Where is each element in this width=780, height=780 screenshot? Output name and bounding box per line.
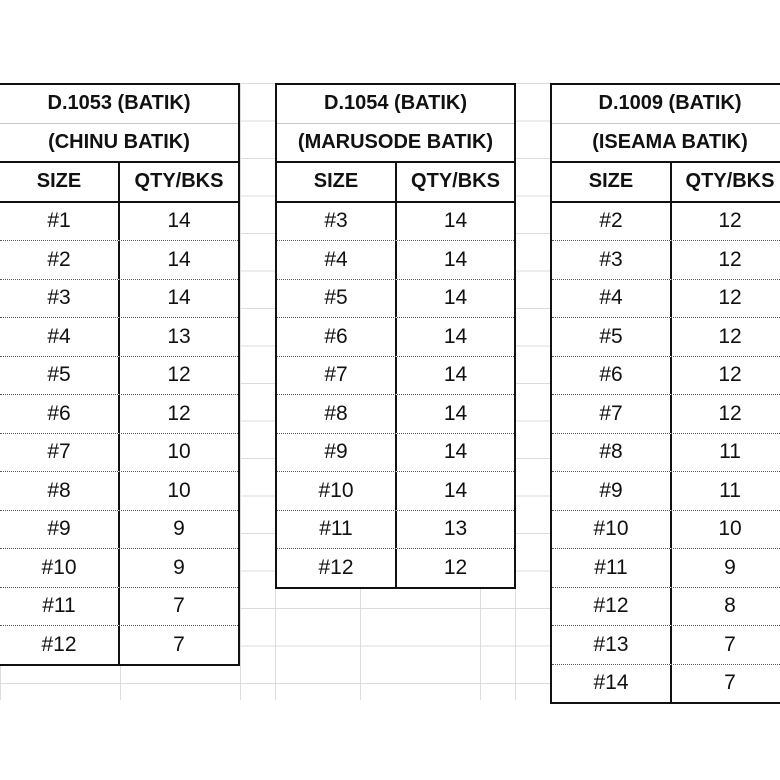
qty-cell: 7 (724, 671, 736, 695)
qty-cell: 13 (167, 324, 191, 348)
table-subtitle: (CHINU BATIK) (0, 124, 238, 164)
qty-cell: 14 (443, 401, 468, 425)
table-row (552, 588, 780, 627)
size-cell: #4 (0, 318, 120, 356)
qty-cell: 12 (718, 247, 742, 271)
table-row (552, 280, 780, 319)
column-header-qty: QTY/BKS (134, 170, 224, 193)
table-row (277, 203, 514, 242)
size-cell: #4 (552, 280, 672, 318)
table-row (0, 472, 238, 511)
size-cell: #2 (0, 241, 120, 279)
table-row (277, 472, 514, 511)
qty-cell: 14 (167, 209, 191, 233)
size-cell: #9 (0, 511, 120, 549)
grid-line (240, 83, 241, 700)
size-cell: #12 (552, 588, 672, 626)
table-row (277, 357, 514, 396)
table-header-row (277, 163, 514, 203)
size-cell: #6 (0, 395, 120, 433)
qty-cell: 12 (718, 363, 742, 387)
qty-cell: 14 (443, 363, 468, 387)
size-cell: #8 (552, 434, 672, 472)
size-cell: #9 (552, 472, 672, 510)
table-row (277, 434, 514, 473)
qty-cell: 12 (718, 324, 742, 348)
size-cell: #11 (552, 549, 672, 587)
table-title: D.1054 (BATIK) (277, 85, 514, 124)
qty-cell: 7 (173, 632, 185, 656)
table-row (0, 318, 238, 357)
table-row (552, 434, 780, 473)
table-row (277, 549, 514, 587)
size-cell: #7 (552, 395, 672, 433)
size-qty-table (0, 83, 240, 666)
qty-cell: 12 (167, 363, 191, 387)
table-row (0, 549, 238, 588)
size-cell: #8 (0, 472, 120, 510)
table-row (0, 434, 238, 473)
qty-cell: 8 (724, 594, 736, 618)
size-cell: #10 (552, 511, 672, 549)
table-row (277, 395, 514, 434)
size-cell: #13 (552, 626, 672, 664)
table-body (552, 203, 780, 703)
table-row (277, 280, 514, 319)
qty-cell: 11 (719, 440, 741, 464)
table-title: D.1009 (BATIK) (552, 85, 780, 124)
table-header-row (0, 163, 238, 203)
size-cell: #11 (0, 588, 120, 626)
table-row (552, 511, 780, 550)
table-row (0, 511, 238, 550)
qty-cell: 12 (718, 286, 742, 310)
qty-cell: 14 (167, 247, 191, 271)
table-row (0, 395, 238, 434)
size-cell: #6 (277, 318, 397, 356)
qty-cell: 14 (443, 286, 468, 310)
table-row (0, 203, 238, 242)
table-row (277, 511, 514, 550)
table-row (0, 241, 238, 280)
size-qty-table (275, 83, 516, 589)
size-cell: #11 (277, 511, 397, 549)
table-row (552, 203, 780, 242)
table-subtitle: (MARUSODE BATIK) (277, 124, 514, 164)
table-row (277, 318, 514, 357)
column-header-size: SIZE (0, 163, 120, 201)
size-qty-table (550, 83, 780, 704)
qty-cell: 12 (167, 401, 191, 425)
size-cell: #7 (277, 357, 397, 395)
qty-cell: 12 (443, 555, 468, 579)
qty-cell: 14 (443, 478, 468, 502)
size-cell: #3 (0, 280, 120, 318)
qty-cell: 14 (443, 324, 468, 348)
size-cell: #5 (277, 280, 397, 318)
column-header-qty: QTY/BKS (411, 170, 500, 193)
size-cell: #6 (552, 357, 672, 395)
size-cell: #7 (0, 434, 120, 472)
qty-cell: 14 (443, 247, 468, 271)
size-cell: #5 (552, 318, 672, 356)
table-row (0, 357, 238, 396)
qty-cell: 9 (173, 555, 185, 579)
size-cell: #10 (277, 472, 397, 510)
size-cell: #1 (0, 203, 120, 241)
qty-cell: 11 (719, 478, 741, 502)
table-row (0, 280, 238, 319)
qty-cell: 9 (173, 517, 185, 541)
qty-cell: 12 (718, 401, 742, 425)
table-row (552, 626, 780, 665)
qty-cell: 14 (443, 209, 468, 233)
qty-cell: 10 (167, 440, 191, 464)
top-margin (0, 0, 780, 83)
table-body (0, 203, 238, 664)
table-row (552, 665, 780, 703)
qty-cell: 13 (443, 517, 468, 541)
table-subtitle: (ISEAMA BATIK) (552, 124, 780, 164)
qty-cell: 12 (718, 209, 742, 233)
table-row (552, 318, 780, 357)
qty-cell: 10 (167, 478, 191, 502)
size-cell: #8 (277, 395, 397, 433)
size-cell: #12 (277, 549, 397, 587)
table-row (552, 357, 780, 396)
table-body (277, 203, 514, 587)
qty-cell: 14 (167, 286, 191, 310)
column-header-size: SIZE (552, 163, 672, 201)
qty-cell: 7 (173, 594, 185, 618)
table-row (552, 395, 780, 434)
size-cell: #3 (552, 241, 672, 279)
size-cell: #12 (0, 626, 120, 664)
bottom-margin (0, 700, 780, 780)
table-title: D.1053 (BATIK) (0, 85, 238, 124)
size-cell: #2 (552, 203, 672, 241)
qty-cell: 10 (718, 517, 742, 541)
size-cell: #4 (277, 241, 397, 279)
column-header-size: SIZE (277, 163, 397, 201)
table-row (552, 472, 780, 511)
qty-cell: 14 (443, 440, 468, 464)
table-row (552, 549, 780, 588)
table-row (0, 626, 238, 664)
size-cell: #3 (277, 203, 397, 241)
size-cell: #5 (0, 357, 120, 395)
size-cell: #10 (0, 549, 120, 587)
table-row (277, 241, 514, 280)
table-row (552, 241, 780, 280)
table-row (0, 588, 238, 627)
table-header-row (552, 163, 780, 203)
qty-cell: 9 (724, 555, 736, 579)
size-cell: #14 (552, 665, 672, 703)
size-cell: #9 (277, 434, 397, 472)
column-header-qty: QTY/BKS (685, 170, 775, 193)
qty-cell: 7 (724, 632, 736, 656)
